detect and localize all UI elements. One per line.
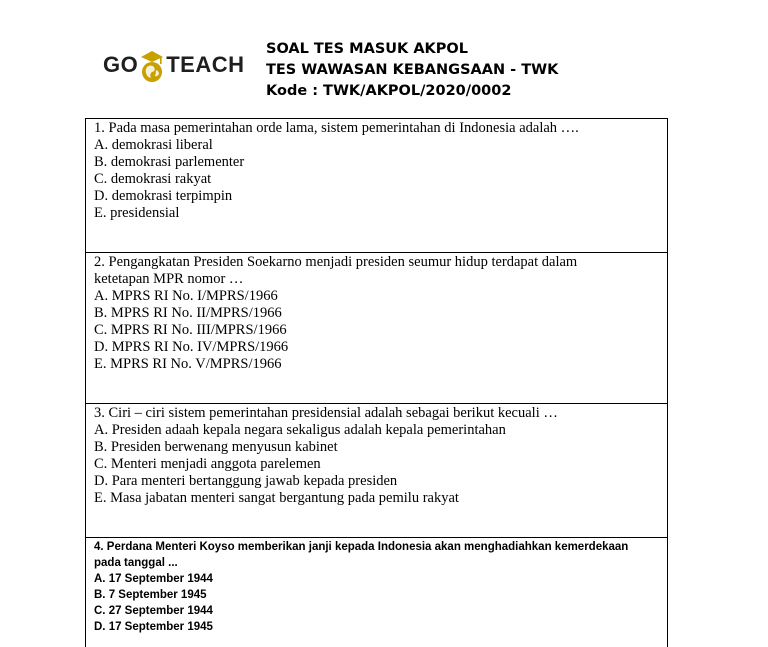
question-text-continued: ketetapan MPR nomor … <box>94 271 244 287</box>
option-e: E. MPRS RI No. V/MPRS/1966 <box>94 356 282 372</box>
document-header <box>266 39 558 102</box>
question-box-3 <box>85 403 668 538</box>
option-a: A. 17 September 1944 <box>94 573 213 585</box>
globe-graduation-cap-icon <box>139 45 165 85</box>
option-d: D. MPRS RI No. IV/MPRS/1966 <box>94 339 289 355</box>
question-text: 4. Perdana Menteri Koyso memberikan janji kepada Indonesia akan menghadiahkan kemerdekaan <box>94 541 629 553</box>
option-b: B. demokrasi parlementer <box>94 154 245 170</box>
option-b: B. MPRS RI No. II/MPRS/1966 <box>94 305 282 321</box>
option-e: E. presidensial <box>94 205 180 221</box>
option-c: C. MPRS RI No. III/MPRS/1966 <box>94 322 287 338</box>
option-d: D. demokrasi terpimpin <box>94 188 233 204</box>
option-a: A. MPRS RI No. I/MPRS/1966 <box>94 288 278 304</box>
goteach-logo <box>103 45 245 85</box>
option-d: D. 17 September 1945 <box>94 621 213 633</box>
question-box-1 <box>85 118 668 253</box>
option-c: C. 27 September 1944 <box>94 605 213 617</box>
option-c: C. demokrasi rakyat <box>94 171 212 187</box>
question-text: 2. Pengangkatan Presiden Soekarno menjadi presiden seumur hidup terdapat dalam <box>94 254 578 270</box>
question-box-2 <box>85 252 668 404</box>
logo-text-teach: TEACH <box>166 52 245 77</box>
option-b: B. Presiden berwenang menyusun kabinet <box>94 439 338 455</box>
header-code: Kode : TWK/AKPOL/2020/0002 <box>266 83 512 99</box>
logo-text-go: GO <box>103 52 139 77</box>
option-a: A. Presiden adaah kepala negara sekaligus adalah kepala pemerintahan <box>94 422 506 438</box>
option-b: B. 7 September 1945 <box>94 589 207 601</box>
question-text-continued: pada tanggal ... <box>94 557 178 569</box>
option-c: C. Menteri menjadi anggota parelemen <box>94 456 321 472</box>
option-d: D. Para menteri bertanggung jawab kepada presiden <box>94 473 398 489</box>
question-text: 1. Pada masa pemerintahan orde lama, sistem pemerintahan di Indonesia adalah …. <box>94 120 579 136</box>
question-box-4 <box>85 537 668 647</box>
option-e: E. Masa jabatan menteri sangat bergantung pada pemilu rakyat <box>94 490 459 506</box>
header-subtitle: TES WAWASAN KEBANGSAAN - TWK <box>266 62 559 78</box>
header-title: SOAL TES MASUK AKPOL <box>266 41 468 57</box>
question-text: 3. Ciri – ciri sistem pemerintahan presidensial adalah sebagai berikut kecuali … <box>94 405 558 421</box>
option-a: A. demokrasi liberal <box>94 137 213 153</box>
